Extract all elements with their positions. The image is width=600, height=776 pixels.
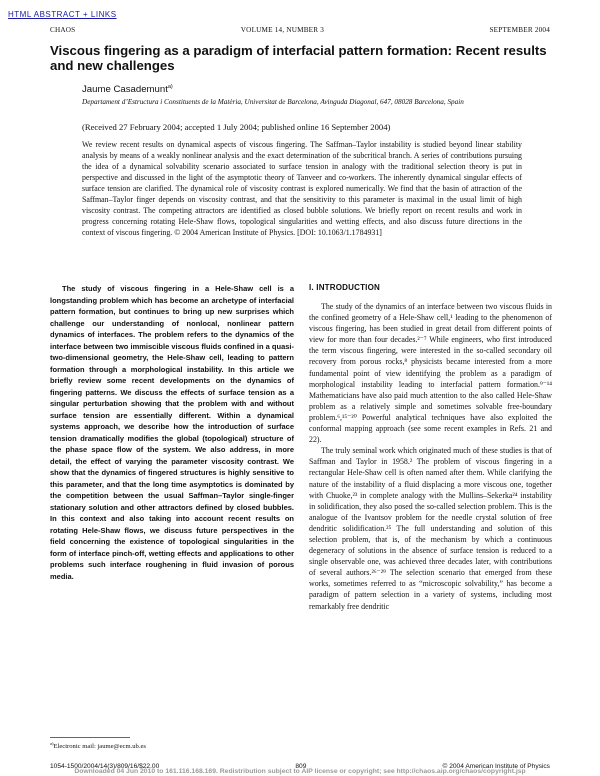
introduction-column <box>309 283 552 612</box>
footnote <box>50 741 146 750</box>
journal-name: CHAOS <box>50 26 76 34</box>
article-title: Viscous fingering as a paradigm of interfacial pattern formation: Recent results and new challenges <box>50 43 547 73</box>
author-affiliation: Departament d’Estructura i Constituents de la Matèria, Universitat de Barcelona, Avinguda Diagonal, 647, 08028 Barcelona, Spain <box>82 98 464 106</box>
footnote-text: Electronic mail: jaume@ecm.ub.es <box>53 743 146 751</box>
issue-date: SEPTEMBER 2004 <box>489 26 550 34</box>
html-abstract-links-link[interactable]: HTML ABSTRACT + LINKS <box>8 10 117 19</box>
summary-paragraph: The study of viscous fingering in a Hele-Shaw cell is a longstanding problem which has become an archetype of interfacial pattern formation, but continues to bring up new surprises which challenge our understanding of nonlocal, nonlinear pattern dynamics of interfaces. The problem refers to the dynamics of the interface between two immiscible viscous fluids confined in a quasi-two-dimensional geometry, the Hele-Shaw cell, leading to pattern formation through a morphological instability. In this article we briefly review some recent developments on the dynamics of fingering patterns. We discuss the effects of surface tension as a singular perturbation showing that the problem with and without surface tension are essentially different. Within a dynamical systems approach, we describe how the introduction of surface tension dramatically modifies the global (topological) structure of the phase space flow of the system. We also address, in more detail, the effect of varying the parameter viscosity contrast. We show that the dynamics of fingered structures is highly sensitive to this parameter, and that the long time asymptotics is dominated by the competition between the usual Saffman–Taylor single-finger stationary solution and other attractors defined by closed bubbles. In this context and also taking into account recent results on rotating Hele-Shaw flows, we discuss future perspectives in the field concerning the existence of topological singularities in the form of interface pinch-off, wetting effects and applications to other problems such interface roughening in fluid invasion of porous media. <box>50 284 294 581</box>
running-head <box>50 26 550 34</box>
section-heading: I. INTRODUCTION <box>309 283 380 292</box>
author-name: Jaume Casademunt <box>82 84 168 96</box>
footer-copyright: © 2004 American Institute of Physics <box>442 763 550 770</box>
author-footnote-mark: a) <box>167 84 173 90</box>
abstract <box>82 140 522 239</box>
footnote-divider <box>50 737 130 738</box>
footnote-mark: a) <box>50 741 54 746</box>
doi-link[interactable]: [DOI: 10.1063/1.1784931] <box>297 227 382 237</box>
author-line <box>82 84 173 95</box>
download-watermark: Downloaded 04 Jun 2010 to 161.116.168.169. Redistribution subject to AIP license or copyright; see http://chaos.aip.org/chaos/copyright.jsp <box>74 768 526 775</box>
abstract-copyright: © 2004 American Institute of Physics. <box>174 227 296 237</box>
page-number: 809 <box>295 763 307 770</box>
intro-paragraph-1: The study of the dynamics of an interface between two viscous fluids in the confined geometry of a Hele-Shaw cell,¹ leading to the phenomenon of viscous fingering, has been studied in great detail from different points of view for more than four decades.²⁻⁷ While engineers, who first introduced the term viscous fingering, were interested in the so-called secondary oil recovery from porous rocks,⁸ physicists became interested from a more fundamental point of view identifying the problem as a paradigm of morphological instability leading to interfacial pattern formation.⁹⁻¹⁴ Mathematicians have also paid much attention to the also called Hele-Shaw problem as a relatively simple and sometimes solvable free-boundary problem.⁶,¹⁵⁻²⁰ Powerful analytical techniques have also exploited the conformal mapping approach (see some recent examples in Refs. 21 and 22). <box>309 302 552 445</box>
volume-number: VOLUME 14, NUMBER 3 <box>240 26 325 34</box>
summary-column <box>50 283 294 582</box>
top-bar <box>8 4 117 22</box>
received-dates: (Received 27 February 2004; accepted 1 July 2004; published online 16 September 2004) <box>82 122 391 132</box>
intro-paragraph-2: The truly seminal work which originated much of these studies is that of Saffman and Taylor in 1958.² The problem of viscous fingering in a rectangular Hele-Shaw cell is often named after them. While clarifying the nature of the instability of a fluid displacing a more viscous one, together with Chuoke,²³ in complete analogy with the Mullins–Sekerka²⁴ instability in solidification, they also posed the so-called selection problem. This is the analogue of the Ivantsov problem for the needle crystal solution of free dendritic solidification.²⁵ The full understanding and solution of this selection problem, that is, of the mechanism by which a continuous degeneracy of solutions in the absence of surface tension is reduced to a single observable one, was achieved three decades later, with contributions of several authors.²⁶⁻²⁹ The selection scenario that emerged from these works, sometimes referred to as “microscopic solvability,” has become a paradigm of pattern selection in a variety of systems, including most remarkably free dendritic <box>309 446 552 611</box>
abstract-text: We review recent results on dynamical aspects of viscous fingering. The Saffman–Taylor instability is studied beyond linear stability analysis by means of a weakly nonlinear analysis and the exact determination of the subcritical branch. A series of contributions pursuing the idea of a dynamical solvability scenario associated to surface tension in analogy with the traditional selection theory is put in perspective and discussed in the light of the asymptotic theory of Tanveer and co-workers. The inherently dynamical singular effects of surface tension are clarified. The dynamical role of viscosity contrast is explored numerically. We find that the basin of attraction of the Saffman–Taylor finger depends on viscosity contrast, and that the sensitivity to this parameter is maximal in the usual limit of high viscosity contrast. The competing attractors are identified as closed bubble solutions. We briefly report on recent results and work in progress concerning rotating Hele-Shaw flows, topological singularities and wetting effects, and also discuss future directions in the context of viscous fingering. <box>82 140 522 237</box>
issn-price: 1054-1500/2004/14(3)/809/16/$22.00 <box>50 763 160 770</box>
